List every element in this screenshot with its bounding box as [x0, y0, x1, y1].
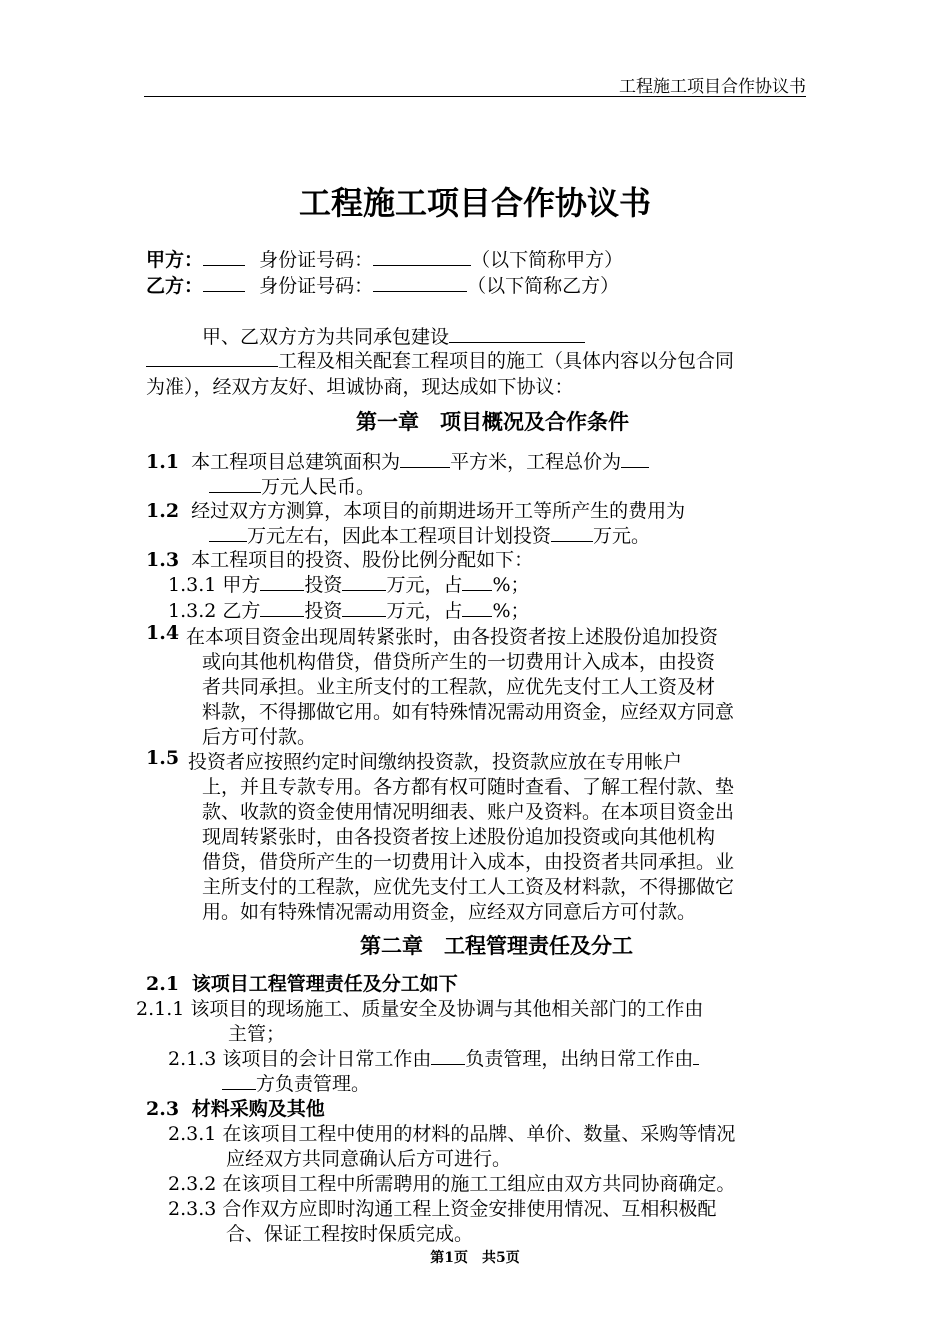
party-a-suffix: （以下简称甲方）	[471, 249, 624, 271]
project-name-blank-2	[146, 348, 278, 367]
section-1-5-line-1: 投资者应按照约定时间缴纳投资款，投资款应放在专用帐户	[188, 751, 683, 773]
section-2-3-title: 材料采购及其他	[191, 1098, 325, 1120]
planned-investment-blank	[551, 523, 593, 542]
section-1-2-text-a: 经过双方方测算，本项目的前期进场开工等所产生的费用为	[191, 500, 686, 522]
section-1-4-number: 1.4	[146, 622, 180, 644]
party-b-line	[146, 271, 619, 298]
party-b-invest-blank	[260, 598, 304, 617]
section-2-1-1-text: 该项目的现场施工、质量安全及协调与其他相关部门的工作由	[190, 998, 704, 1020]
section-1-2-line-2	[209, 521, 650, 548]
section-1-3-2-text-a: 投资	[304, 600, 343, 622]
section-1-3-2-text-c: %；	[492, 600, 530, 622]
section-2-1-1-line-2: 主管；	[228, 1023, 286, 1045]
party-b-suffix: （以下简称乙方）	[467, 275, 620, 297]
section-1-3-1-number: 1.3.1	[168, 574, 217, 596]
section-1-5-line-6: 主所支付的工程款，应优先支付工人工资及材料款，不得挪做它	[202, 876, 735, 898]
section-1-3-1-party: 甲方	[222, 574, 261, 596]
preliminary-cost-blank	[209, 523, 247, 542]
party-a-amount-blank	[342, 572, 386, 591]
section-2-1-3-line-2	[222, 1069, 370, 1096]
section-1-5-number: 1.5	[146, 747, 180, 769]
section-1-3-text: 本工程项目的投资、股份比例分配如下：	[191, 549, 534, 571]
party-a-invest-blank	[260, 572, 304, 591]
section-2-3-2-text: 在该项目工程中所需聘用的施工工组应由双方共同协商确定。	[222, 1173, 736, 1195]
section-2-1-3-line-1	[168, 1044, 699, 1071]
section-1-2-number: 1.2	[146, 500, 180, 522]
section-2-3-3-line-2: 合、保证工程按时保质完成。	[226, 1223, 474, 1245]
section-1-3-1-text-b: 万元，占	[386, 574, 463, 596]
intro-text-1: 甲、乙双方方为共同承包建设	[202, 326, 450, 348]
section-1-2-text-c: 万元。	[593, 525, 651, 547]
section-1-3-2-party: 乙方	[222, 600, 261, 622]
section-1-3-number: 1.3	[146, 549, 180, 571]
section-1-4-line-3: 者共同承担。业主所支付的工程款，应优先支付工人工资及材	[202, 676, 716, 698]
section-2-3-1-line-2: 应经双方共同意确认后方可进行。	[226, 1148, 512, 1170]
party-b-name-blank	[203, 273, 245, 292]
section-2-1-3-text-a: 该项目的会计日常工作由	[222, 1048, 432, 1070]
section-1-5-line-7: 用。如有特殊情况需动用资金，应经双方同意后方可付款。	[202, 901, 697, 923]
section-1-3-1-text-a: 投资	[304, 574, 343, 596]
party-b-id-blank	[373, 273, 467, 292]
section-1-4-line-2: 或向其他机构借贷，借贷所产生的一切费用计入成本，由投资	[202, 651, 716, 673]
section-2-3-1-number: 2.3.1	[168, 1123, 217, 1145]
party-a-line	[146, 245, 623, 272]
section-2-3-1-text: 在该项目工程中使用的材料的品牌、单价、数量、采购等情况	[222, 1123, 736, 1145]
cashier-blank	[693, 1046, 699, 1065]
party-b-amount-blank	[342, 598, 386, 617]
intro-line-3: 为准），经双方友好、坦诚协商，现达成如下协议：	[146, 376, 574, 398]
party-a-label: 甲方：	[146, 249, 204, 271]
section-1-5-line-4: 现周转紧张时，由各投资者按上述股份追加投资或向其他机构	[202, 826, 716, 848]
total-price-blank	[621, 449, 649, 468]
section-2-3-3-text: 合作双方应即时沟通工程上资金安排使用情况、互相积极配	[222, 1198, 717, 1220]
section-1-1-number: 1.1	[146, 451, 180, 473]
section-1-4-line-5: 后方可付款。	[202, 726, 317, 748]
section-1-5-line-5: 借贷，借贷所产生的一切费用计入成本，由投资者共同承担。业	[202, 851, 735, 873]
intro-line-1	[202, 322, 585, 349]
section-2-3-3-line-1	[168, 1194, 716, 1221]
cashier-blank-2	[222, 1071, 256, 1090]
section-2-3-line	[146, 1094, 325, 1121]
section-1-1-text-a: 本工程项目总建筑面积为	[191, 451, 401, 473]
section-2-1-3-text-b: 负责管理，出纳日常工作由	[465, 1048, 694, 1070]
section-1-3-line	[146, 545, 533, 572]
section-1-5-line-3: 款、收款的资金使用情况明细表、账户及资料。在本项目资金出	[202, 801, 735, 823]
chapter-1-heading: 第一章 项目概况及合作条件	[356, 410, 629, 434]
party-b-id-label: 身份证号码：	[259, 275, 374, 297]
page-footer: 第1页 共5页	[430, 1250, 520, 1266]
chapter-2-heading: 第二章 工程管理责任及分工	[360, 934, 633, 958]
section-2-3-1-line-1	[168, 1119, 735, 1146]
section-1-1-text-b: 平方米，工程总价为	[450, 451, 622, 473]
section-2-1-number: 2.1	[146, 973, 180, 995]
section-2-1-3-text-c: 方负责管理。	[256, 1073, 371, 1095]
section-1-1-line-1	[146, 447, 649, 474]
section-2-3-number: 2.3	[146, 1098, 180, 1120]
party-b-percent-blank	[462, 598, 492, 617]
header-rule	[144, 96, 806, 97]
section-1-3-2-number: 1.3.2	[168, 600, 217, 622]
accountant-blank	[431, 1046, 465, 1065]
section-1-4-line-1: 在本项目资金出现周转紧张时，由各投资者按上述股份追加投资	[186, 626, 719, 648]
party-a-name-blank	[203, 247, 245, 266]
section-1-3-1-line	[168, 570, 530, 597]
document-title: 工程施工项目合作协议书	[298, 184, 651, 222]
section-1-1-line-2	[209, 472, 375, 499]
intro-text-2: 工程及相关配套工程项目的施工（具体内容以分包合同	[278, 350, 735, 372]
section-2-3-2-line-1	[168, 1169, 735, 1196]
section-2-3-3-number: 2.3.3	[168, 1198, 217, 1220]
section-2-1-3-number: 2.1.3	[168, 1048, 217, 1070]
section-1-3-2-line	[168, 596, 530, 623]
section-1-3-1-text-c: %；	[492, 574, 530, 596]
section-2-1-1-line-1	[136, 994, 703, 1021]
project-name-blank	[449, 324, 585, 343]
running-header: 工程施工项目合作协议书	[619, 77, 806, 97]
area-blank	[400, 449, 450, 468]
section-1-1-text-c: 万元人民币。	[261, 476, 376, 498]
total-price-blank-2	[209, 474, 261, 493]
section-1-2-text-b: 万元左右，因此本工程项目计划投资	[247, 525, 552, 547]
section-2-1-line	[146, 969, 458, 996]
section-1-3-2-text-b: 万元，占	[386, 600, 463, 622]
section-1-5-line-2: 上，并且专款专用。各方都有权可随时查看、了解工程付款、垫	[202, 776, 735, 798]
section-1-2-line-1	[146, 496, 685, 523]
party-a-id-label: 身份证号码：	[259, 249, 374, 271]
intro-line-2	[146, 346, 734, 373]
section-1-4-line-4: 料款，不得挪做它用。如有特殊情况需动用资金，应经双方同意	[202, 701, 735, 723]
party-a-percent-blank	[462, 572, 492, 591]
section-2-1-title: 该项目工程管理责任及分工如下	[191, 973, 458, 995]
party-b-label: 乙方：	[146, 275, 204, 297]
section-2-3-2-number: 2.3.2	[168, 1173, 217, 1195]
party-a-id-blank	[373, 247, 471, 266]
section-2-1-1-number: 2.1.1	[136, 998, 185, 1020]
